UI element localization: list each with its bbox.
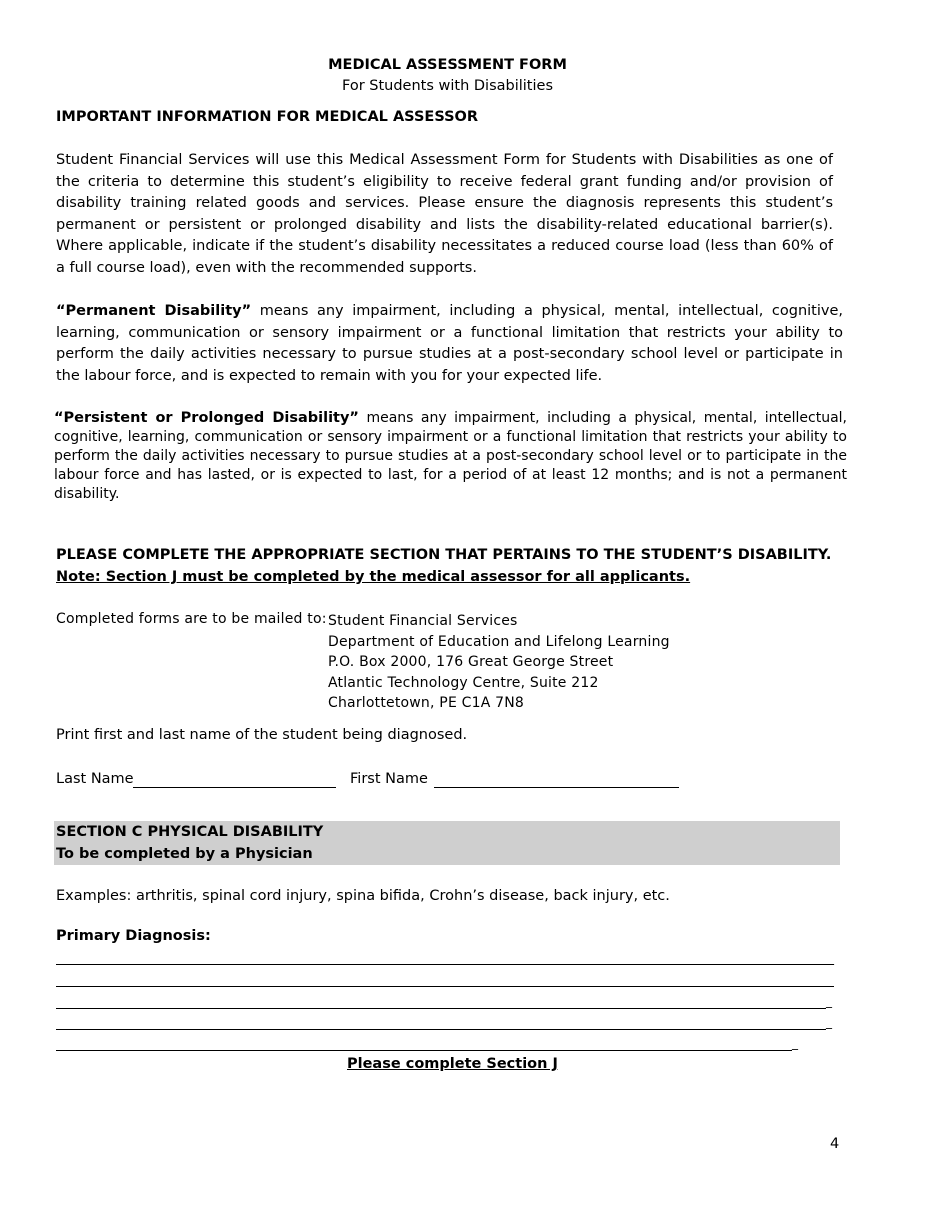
- address-line: Atlantic Technology Centre, Suite 212: [328, 674, 599, 691]
- permanent-definition: [56, 301, 843, 387]
- diagnosis-line-4[interactable]: [56, 1029, 826, 1030]
- mailing-address: [328, 611, 670, 714]
- line-tail: _: [826, 1015, 832, 1029]
- diagnosis-line-2[interactable]: [56, 986, 834, 987]
- diagnosis-line-3[interactable]: [56, 1008, 826, 1009]
- permanent-term: “Permanent Disability”: [56, 303, 252, 319]
- form-subtitle: For Students with Disabilities: [342, 78, 553, 94]
- complete-section-j-link[interactable]: Please complete Section J: [347, 1056, 558, 1072]
- student-name-instruction: Print first and last name of the student being diagnosed.: [56, 727, 468, 743]
- line-tail: _: [792, 1036, 798, 1050]
- section-c-examples: Examples: arthritis, spinal cord injury, spina bifida, Crohn’s disease, back injury, etc.: [56, 888, 670, 904]
- page-number: 4: [830, 1136, 840, 1152]
- line-tail: _: [828, 951, 834, 965]
- complete-section-instruction: PLEASE COMPLETE THE APPROPRIATE SECTION THAT PERTAINS TO THE STUDENT’S DISABILITY.: [56, 547, 832, 563]
- mailing-label: Completed forms are to be mailed to:: [56, 611, 327, 627]
- line-tail: _: [826, 994, 832, 1008]
- address-line: Student Financial Services: [328, 613, 518, 629]
- address-line: Charlottetown, PE C1A 7N8: [328, 695, 525, 712]
- address-line: P.O. Box 2000, 176 Great George Street: [328, 654, 614, 671]
- persistent-definition: [54, 409, 847, 504]
- last-name-input[interactable]: [133, 773, 336, 788]
- last-name-label: Last Name: [56, 771, 134, 787]
- diagnosis-line-1[interactable]: [56, 964, 834, 965]
- important-paragraph: Student Financial Services will use this Medical Assessment Form for Students with Disabilities as one of the criteria to determine this student’s eligibility to receive federal grant funding and/or provision of disability training related goods and services. Please ensure the diagnosis represents this student’s permanent or persistent or prolonged disability and lists the disability-related educational barrier(s). Where applicable, indicate if the student’s disability necessitates a reduced course load (less than 60% of a full course load), even with the recommended supports.: [56, 152, 833, 276]
- section-c-completed-by: To be completed by a Physician: [54, 843, 840, 865]
- diagnosis-line-5[interactable]: [56, 1050, 792, 1051]
- form-title: MEDICAL ASSESSMENT FORM: [328, 57, 567, 73]
- persistent-term: “Persistent or Prolonged Disability”: [54, 410, 359, 426]
- important-heading: IMPORTANT INFORMATION FOR MEDICAL ASSESSOR: [56, 109, 479, 125]
- primary-diagnosis-label: Primary Diagnosis:: [56, 928, 211, 944]
- persistent-text: means any impairment, including a physical, mental, intellectual, cognitive, learning, communication or sensory impairment or a functional limitation that restricts your ability to perform the daily activities necessary to pursue studies at a post-secondary school level or to participate in the labour force and has lasted, or is expected to last, for a period of at least 12 months; and is not a permanent disability.: [54, 410, 847, 502]
- permanent-text: means any impairment, including a physical, mental, intellectual, cognitive, learning, communication or sensory impairment or a functional limitation that restricts your ability to perform the daily activities necessary to pursue studies at a post-secondary school level or participate in the labour force, and is expected to remain with you for your expected life.: [56, 303, 843, 384]
- section-c-title: SECTION C PHYSICAL DISABILITY: [54, 821, 840, 843]
- section-j-note: Note: Section J must be completed by the medical assessor for all applicants.: [56, 569, 691, 585]
- first-name-input[interactable]: [434, 773, 679, 788]
- address-line: Department of Education and Lifelong Learning: [328, 633, 670, 650]
- first-name-label: First Name: [350, 771, 428, 787]
